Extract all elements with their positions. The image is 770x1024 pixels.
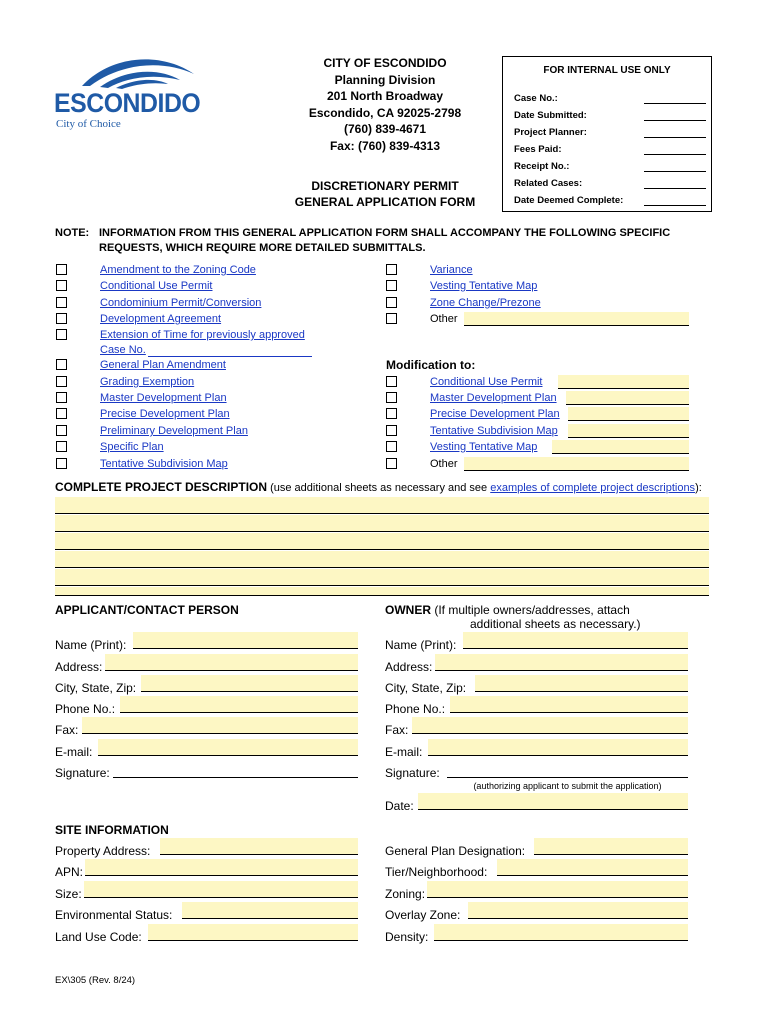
owner-name-input[interactable] [463, 632, 688, 649]
applicant-fax-input[interactable] [82, 717, 358, 734]
checkbox-development-agreement[interactable] [56, 313, 67, 324]
description-hint: (use additional sheets as necessary and see [267, 482, 491, 494]
note-text-2: REQUESTS, WHICH REQUIRE MORE DETAILED SUBMITTALS. [99, 242, 426, 254]
applicant-signature-line[interactable] [113, 764, 358, 778]
form-title-line-1: DISCRETIONARY PERMIT [311, 179, 459, 193]
site-tier-label: Tier/Neighborhood: [385, 865, 488, 879]
site-property-address-label: Property Address: [55, 844, 151, 858]
link-vesting-tentative-map[interactable]: Vesting Tentative Map [430, 280, 538, 292]
modification-title: Modification to: [386, 358, 476, 372]
logo-tagline: City of Choice [56, 118, 121, 130]
checkbox-other[interactable] [386, 313, 397, 324]
internal-row-label: Receipt No.: [514, 161, 570, 172]
applicant-signature-label: Signature: [55, 766, 110, 780]
link-mod-precise-development-plan[interactable]: Precise Development Plan [430, 408, 560, 420]
owner-fax-label: Fax: [385, 723, 409, 737]
site-zoning-label: Zoning: [385, 887, 426, 901]
link-zoning-code-amendment[interactable]: Amendment to the Zoning Code [100, 264, 256, 276]
internal-use-title: FOR INTERNAL USE ONLY [543, 65, 671, 76]
note-label: NOTE: [55, 227, 90, 239]
description-line[interactable] [55, 515, 709, 532]
checkbox-tentative-subdivision-map[interactable] [56, 458, 67, 469]
internal-row-label: Date Submitted: [514, 110, 587, 121]
owner-address-label: Address: [385, 660, 433, 674]
description-line[interactable] [55, 533, 709, 550]
site-tier-input[interactable] [497, 859, 688, 876]
link-grading-exemption[interactable]: Grading Exemption [100, 376, 195, 388]
logo-name: ESCONDIDO [54, 88, 201, 118]
header-line: CITY OF ESCONDIDO [323, 56, 447, 70]
owner-name-label: Name (Print): [385, 638, 457, 652]
applicant-address-input[interactable] [105, 654, 358, 671]
owner-title-note-2: additional sheets as necessary.) [470, 617, 641, 631]
applicant-fax-label: Fax: [55, 723, 79, 737]
form-title [280, 178, 490, 210]
link-extension-of-time[interactable]: Extension of Time for previously approved [100, 329, 305, 341]
description-line[interactable] [55, 587, 709, 596]
link-mod-vesting-tentative-map[interactable]: Vesting Tentative Map [430, 441, 538, 453]
city-logo [52, 56, 202, 136]
link-precise-development-plan[interactable]: Precise Development Plan [100, 408, 230, 420]
site-apn-input[interactable] [85, 859, 358, 876]
site-overlay-input[interactable] [468, 902, 688, 919]
other-label: Other [430, 313, 458, 325]
internal-row [514, 127, 706, 138]
checkbox-mod-tentative-subdivision-map[interactable] [386, 425, 397, 436]
internal-row-line [644, 195, 706, 206]
internal-row-line [644, 110, 706, 121]
header-line: 201 North Broadway [326, 89, 444, 103]
site-zoning-input[interactable] [427, 881, 688, 898]
mod-precise-development-plan-input[interactable] [568, 407, 689, 421]
owner-email-label: E-mail: [385, 745, 423, 759]
applicant-email-label: E-mail: [55, 745, 93, 759]
checkbox-variance[interactable] [386, 264, 397, 275]
internal-row-label: Project Planner: [514, 127, 587, 138]
header-line: Planning Division [334, 72, 436, 87]
note-text-1: INFORMATION FROM THIS GENERAL APPLICATION FORM SHALL ACCOMPANY THE FOLLOWING SPECIFIC [99, 227, 671, 239]
owner-heading [385, 603, 630, 617]
note-block [55, 226, 715, 256]
internal-row-label: Related Cases: [514, 178, 583, 189]
applicant-email-input[interactable] [98, 739, 358, 756]
link-specific-plan[interactable]: Specific Plan [100, 441, 164, 453]
link-description-examples[interactable]: examples of complete project descriptions [490, 482, 696, 494]
checkbox-extension-of-time[interactable] [56, 329, 67, 340]
mod-vesting-tentative-map-input[interactable] [552, 440, 689, 454]
checkbox-master-development-plan[interactable] [56, 392, 67, 403]
mod-other-input[interactable] [464, 457, 689, 471]
checkbox-mod-precise-development-plan[interactable] [386, 408, 397, 419]
internal-row [514, 144, 706, 155]
checkbox-condominium-permit[interactable] [56, 297, 67, 308]
mod-other-label: Other [430, 458, 458, 470]
link-general-plan-amendment[interactable]: General Plan Amendment [100, 359, 226, 371]
owner-city-label: City, State, Zip: [385, 681, 467, 695]
checkbox-grading-exemption[interactable] [56, 376, 67, 387]
applicant-phone-label: Phone No.: [55, 702, 116, 716]
site-environmental-input[interactable] [182, 902, 358, 919]
internal-row-label: Fees Paid: [514, 144, 562, 155]
internal-row-line [644, 161, 706, 172]
site-land-use-label: Land Use Code: [55, 930, 142, 944]
checkbox-conditional-use-permit[interactable] [56, 280, 67, 291]
site-environmental-label: Environmental Status: [55, 908, 173, 922]
site-density-input[interactable] [434, 924, 688, 941]
mod-conditional-use-permit-input[interactable] [558, 375, 689, 389]
owner-fax-input[interactable] [412, 717, 688, 734]
mod-master-development-plan-input[interactable] [566, 391, 689, 405]
internal-row-line [644, 127, 706, 138]
form-title-line-2: GENERAL APPLICATION FORM [294, 195, 476, 209]
owner-address-input[interactable] [435, 654, 688, 671]
internal-row-label: Date Deemed Complete: [514, 195, 624, 206]
site-general-plan-label: General Plan Designation: [385, 844, 526, 858]
description-hint-end: ): [695, 482, 702, 494]
owner-signature-label: Signature: [385, 766, 440, 780]
case-no-line[interactable] [148, 343, 312, 357]
site-property-address-input[interactable] [160, 838, 358, 855]
description-title: COMPLETE PROJECT DESCRIPTION [55, 480, 268, 494]
checkbox-mod-other[interactable] [386, 458, 397, 469]
internal-row-line [644, 144, 706, 155]
internal-row-line [644, 178, 706, 189]
header-line: Fax: (760) 839-4313 [329, 138, 441, 153]
applicant-city-input[interactable] [141, 675, 358, 692]
checkbox-specific-plan[interactable] [56, 441, 67, 452]
checkbox-mod-vesting-tentative-map[interactable] [386, 441, 397, 452]
other-input[interactable] [464, 312, 689, 326]
link-zone-change[interactable]: Zone Change/Prezone [430, 297, 541, 309]
site-size-label: Size: [55, 887, 82, 901]
applicant-address-label: Address: [55, 660, 103, 674]
owner-email-input[interactable] [428, 739, 688, 756]
checkbox-precise-development-plan[interactable] [56, 408, 67, 419]
description-heading [55, 480, 702, 494]
owner-phone-label: Phone No.: [385, 702, 446, 716]
site-title: SITE INFORMATION [55, 823, 169, 837]
internal-row [514, 161, 706, 172]
description-line[interactable] [55, 569, 709, 586]
owner-title: OWNER [385, 603, 431, 617]
link-development-agreement[interactable]: Development Agreement [100, 313, 222, 325]
internal-row [514, 195, 706, 206]
link-mod-conditional-use-permit[interactable]: Conditional Use Permit [430, 376, 543, 388]
applicant-name-label: Name (Print): [55, 638, 127, 652]
site-size-input[interactable] [84, 881, 358, 898]
link-master-development-plan[interactable]: Master Development Plan [100, 392, 227, 404]
link-preliminary-development-plan[interactable]: Preliminary Development Plan [100, 425, 248, 437]
checkbox-zone-change[interactable] [386, 297, 397, 308]
owner-date-input[interactable] [418, 793, 688, 810]
applicant-name-input[interactable] [133, 632, 358, 649]
internal-row [514, 110, 706, 121]
agency-header [280, 55, 490, 154]
owner-signature-line[interactable] [447, 764, 688, 778]
checkbox-vesting-tentative-map[interactable] [386, 280, 397, 291]
description-line[interactable] [55, 551, 709, 568]
internal-use-box [502, 56, 712, 212]
internal-row [514, 93, 706, 104]
link-variance[interactable]: Variance [430, 264, 473, 276]
form-id: EX\305 (Rev. 8/24) [55, 975, 136, 986]
link-tentative-subdivision-map[interactable]: Tentative Subdivision Map [100, 458, 228, 470]
link-mod-master-development-plan[interactable]: Master Development Plan [430, 392, 557, 404]
link-conditional-use-permit[interactable]: Conditional Use Permit [100, 280, 213, 292]
internal-row [514, 178, 706, 189]
header-line: Escondido, CA 92025-2798 [308, 105, 462, 120]
applicant-city-label: City, State, Zip: [55, 681, 137, 695]
header-line: (760) 839-4671 [343, 122, 427, 136]
applicant-phone-input[interactable] [120, 696, 358, 713]
checkbox-mod-conditional-use-permit[interactable] [386, 376, 397, 387]
link-case-no[interactable]: Case No. [100, 344, 146, 356]
checkbox-general-plan-amendment[interactable] [56, 359, 67, 370]
owner-signature-note: (authorizing applicant to submit the application) [473, 781, 662, 791]
description-line[interactable] [55, 497, 709, 514]
checkbox-zoning-code-amendment[interactable] [56, 264, 67, 275]
owner-city-input[interactable] [475, 675, 688, 692]
internal-row-label: Case No.: [514, 93, 558, 104]
site-land-use-input[interactable] [148, 924, 358, 941]
site-density-label: Density: [385, 930, 429, 944]
checkbox-preliminary-development-plan[interactable] [56, 425, 67, 436]
applicant-title: APPLICANT/CONTACT PERSON [55, 603, 239, 617]
owner-phone-input[interactable] [450, 696, 688, 713]
site-general-plan-input[interactable] [534, 838, 688, 855]
owner-date-label: Date: [385, 799, 414, 813]
mod-tentative-subdivision-map-input[interactable] [568, 424, 689, 438]
internal-row-line [644, 93, 706, 104]
link-condominium-permit[interactable]: Condominium Permit/Conversion [100, 297, 262, 309]
site-apn-label: APN: [55, 865, 84, 879]
site-overlay-label: Overlay Zone: [385, 908, 461, 922]
link-mod-tentative-subdivision-map[interactable]: Tentative Subdivision Map [430, 425, 558, 437]
checkbox-mod-master-development-plan[interactable] [386, 392, 397, 403]
owner-title-note: (If multiple owners/addresses, attach [431, 603, 630, 617]
